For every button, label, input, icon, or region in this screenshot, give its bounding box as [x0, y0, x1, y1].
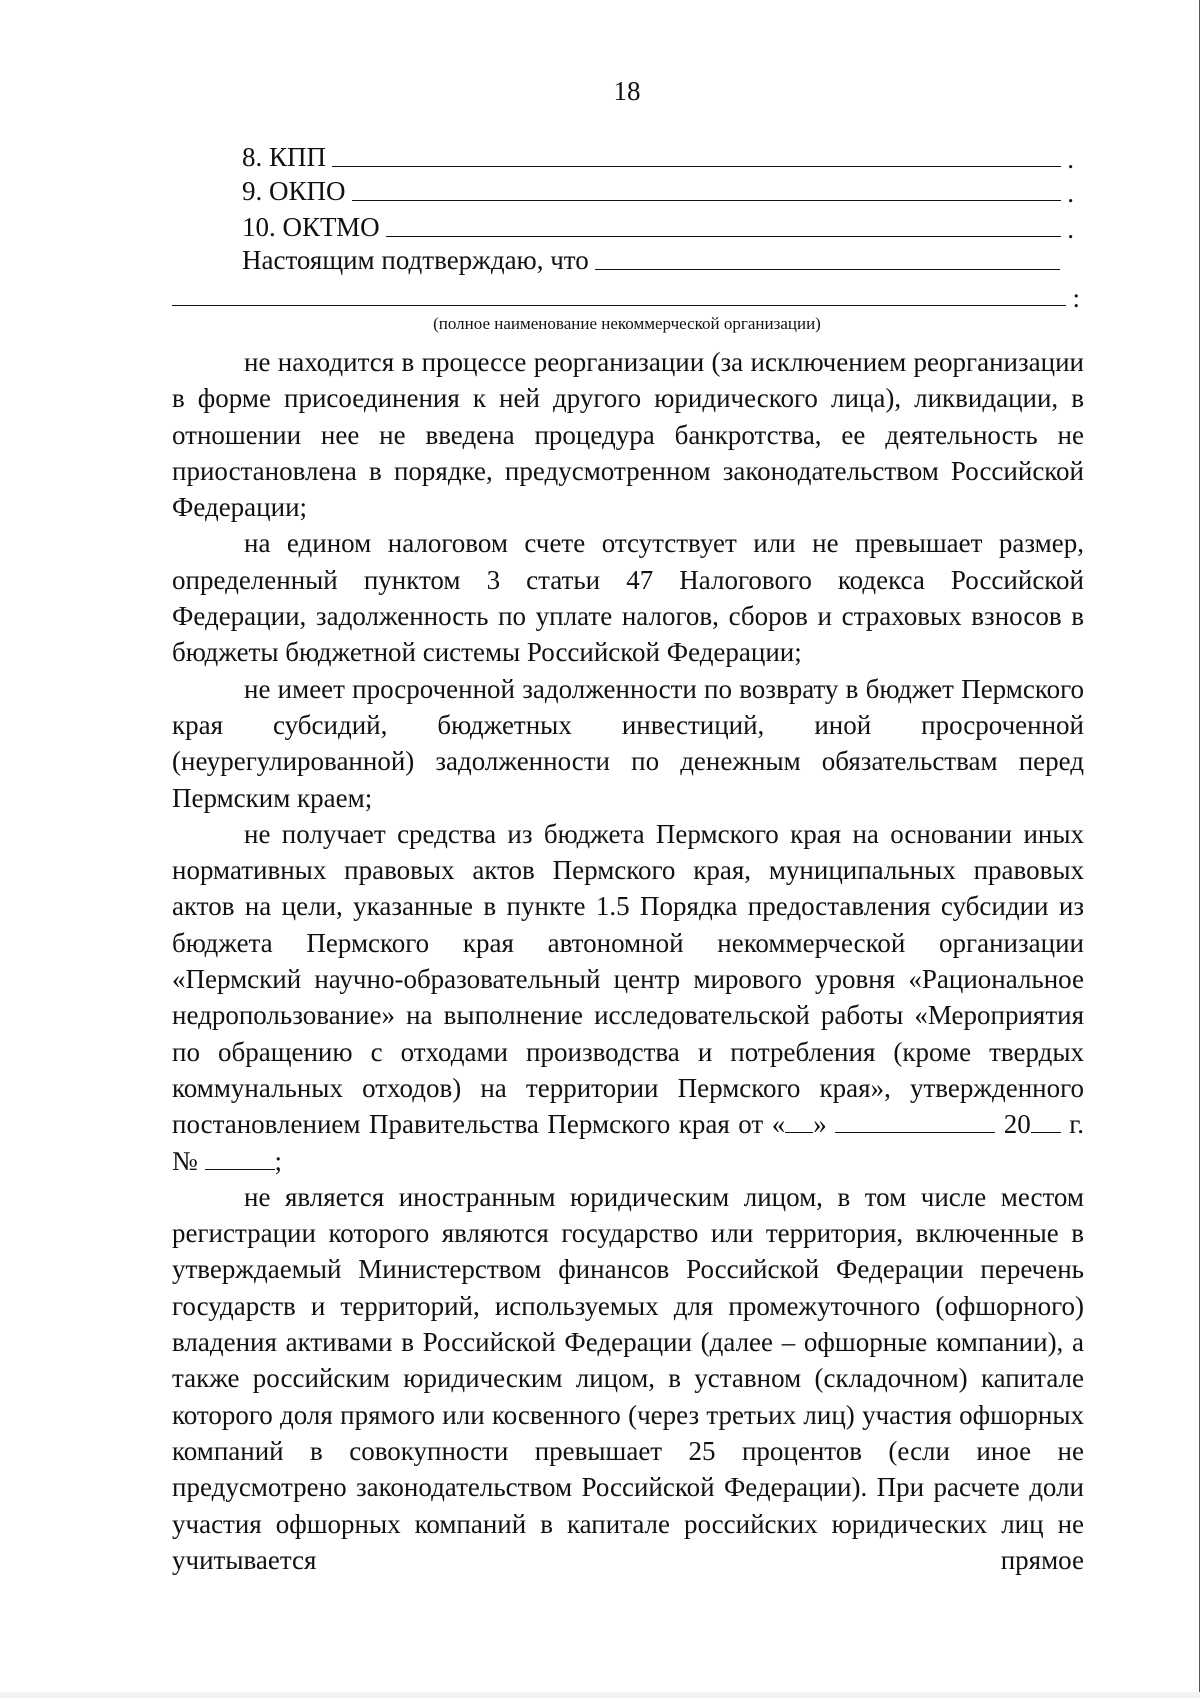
paragraph-end: ;	[274, 1145, 283, 1176]
field-blank[interactable]	[595, 269, 1060, 270]
org-name-line[interactable]	[172, 278, 1080, 312]
field-label: Настоящим подтверждаю, что	[242, 245, 589, 275]
paragraph-resolution	[172, 816, 1084, 1179]
field-oktmo[interactable]	[242, 209, 1074, 243]
paragraph: не находится в процессе реорганизации (за исключением реорганизации в форме присоединения к ней другого юридического лица), ликвидации, в отношении нее не введена процедура банкротства, ее деятельность не приостановлена в порядке, предусмотренном законодательством Российской Федерации;	[172, 347, 1084, 523]
field-blank[interactable]	[386, 236, 1062, 237]
page-number: 18	[613, 76, 641, 106]
number-prefix: г. №	[172, 1109, 1085, 1176]
field-end: .	[1067, 144, 1074, 174]
field-blank[interactable]	[332, 166, 1061, 167]
year-prefix: 20	[995, 1109, 1031, 1140]
org-line-end: :	[1072, 283, 1080, 313]
number-blank[interactable]	[205, 1149, 275, 1170]
field-label: 9. ОКПО	[242, 176, 346, 206]
month-blank[interactable]	[835, 1112, 995, 1133]
paragraph: не является иностранным юридическим лицом, в том числе местом регистрации которого являются государство или территория, включенные в утверждаемый Министерством финансов Российской Федерации перечень государств и территорий, используемых для промежуточного (офшорного) владения активами в Российской Федерации (далее – офшорные компании), а также российским юридическим лицом, в уставном (складочном) капитале которого доля прямого или косвенного (через третьих лиц) участия офшорных компаний в совокупности превышает 25 процентов (если иное не предусмотрено законодательством Российской Федерации). При расчете доли участия офшорных компаний в капитале российских юридических лиц не учитывается прямое	[172, 1181, 1084, 1575]
paragraph-text: не получает средства из бюджета Пермского края на основании иных нормативных правовых актов Пермского края, муниципальных правовых актов на цели, указанные в пункте 1.5 Порядка предоставления субсидии из бюджета Пермского края автономной некоммерческой организации «Пермский научно-образовательный центр мирового уровня «Рациональное недропользование» на выполнение исследовательской работы «Мероприятия по обращению с отходами производства и потребления (кроме твердых коммунальных отходов) на территории Пермского края», утвержденного постановлением Правительства	[172, 818, 1084, 1140]
scan-bottom-edge	[0, 1692, 1200, 1698]
paragraph: не имеет просроченной задолженности по возврату в бюджет Пермского края субсидий, бюджетных инвестиций, иной просроченной (неурегулированной) задолженности по денежным обязательствам перед Пермским краем;	[172, 673, 1084, 813]
field-blank[interactable]	[352, 200, 1062, 201]
paragraph: на едином налоговом счете отсутствует или не превышает размер, определенный пунктом 3 статьи 47 Налогового кодекса Российской Федерации, задолженность по уплате налогов, сборов и страховых взносов в бюджеты бюджетной системы Российской Федерации;	[172, 528, 1084, 668]
date-prefix: Пермского края от «	[547, 1109, 786, 1140]
field-confirm[interactable]	[242, 242, 1074, 276]
day-blank[interactable]	[785, 1112, 813, 1133]
body-text	[172, 344, 1084, 1578]
org-caption: (полное наименование некоммерческой организации)	[433, 314, 821, 333]
field-okpo[interactable]	[242, 173, 1074, 207]
field-end: .	[1067, 178, 1074, 208]
field-end: .	[1067, 214, 1074, 244]
field-label: 10. ОКТМО	[242, 212, 380, 242]
date-mid: »	[813, 1109, 836, 1140]
year-blank[interactable]	[1031, 1112, 1061, 1133]
field-label: 8. КПП	[242, 142, 327, 172]
org-name-blank[interactable]	[172, 305, 1066, 306]
field-kpp[interactable]	[242, 139, 1074, 173]
